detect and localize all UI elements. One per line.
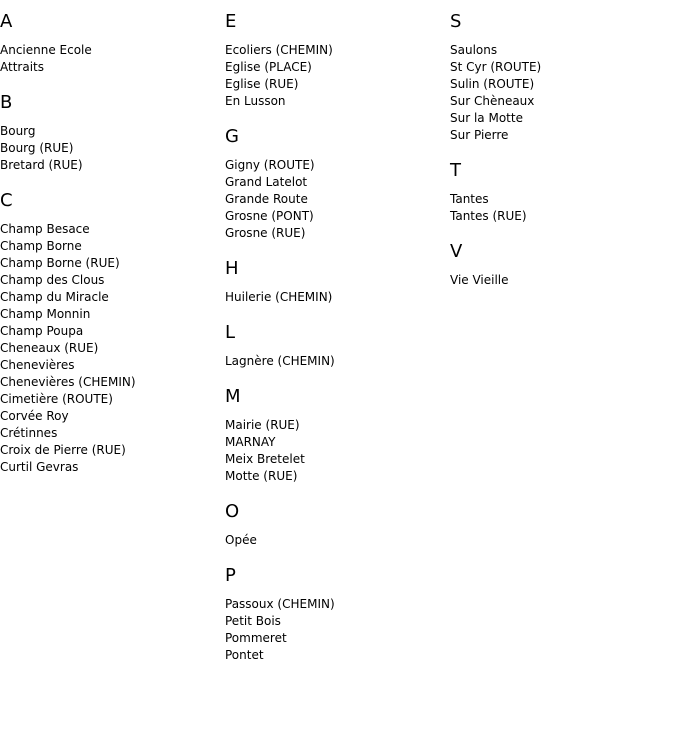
street-link[interactable]: Pontet bbox=[225, 648, 264, 662]
street-link[interactable]: Cimetière (ROUTE) bbox=[0, 392, 113, 406]
street-list bbox=[225, 417, 450, 485]
letter-section-l bbox=[225, 322, 450, 370]
letter-section-p bbox=[225, 565, 450, 664]
street-link[interactable]: Bourg bbox=[0, 124, 36, 138]
letter-section-v bbox=[450, 241, 675, 289]
letter-section-e bbox=[225, 11, 450, 110]
street-link[interactable]: Vie Vieille bbox=[450, 273, 509, 287]
street-link[interactable]: Sulin (ROUTE) bbox=[450, 77, 535, 91]
street-link[interactable]: Eglise (RUE) bbox=[225, 77, 299, 91]
street-link[interactable]: Champ Poupa bbox=[0, 324, 84, 338]
index-column-3 bbox=[450, 0, 675, 305]
letter-heading: P bbox=[225, 565, 236, 586]
street-link[interactable]: Champ du Miracle bbox=[0, 290, 109, 304]
letter-heading: E bbox=[225, 11, 237, 32]
letter-section-a bbox=[0, 11, 225, 76]
street-link[interactable]: Bourg (RUE) bbox=[0, 141, 74, 155]
letter-heading: V bbox=[450, 241, 463, 262]
street-list bbox=[225, 353, 450, 370]
street-list bbox=[450, 191, 675, 225]
letter-heading: G bbox=[225, 126, 239, 147]
street-list bbox=[0, 221, 225, 476]
street-list bbox=[225, 157, 450, 242]
street-list bbox=[225, 532, 450, 549]
street-list bbox=[450, 272, 675, 289]
street-link[interactable]: Curtil Gevras bbox=[0, 460, 79, 474]
street-link[interactable]: Bretard (RUE) bbox=[0, 158, 83, 172]
letter-heading: M bbox=[225, 386, 241, 407]
street-link[interactable]: Grande Route bbox=[225, 192, 308, 206]
street-list bbox=[0, 42, 225, 76]
street-link[interactable]: Huilerie (CHEMIN) bbox=[225, 290, 333, 304]
street-link[interactable]: Pommeret bbox=[225, 631, 287, 645]
street-link[interactable]: Croix de Pierre (RUE) bbox=[0, 443, 126, 457]
letter-heading: L bbox=[225, 322, 236, 343]
street-list bbox=[225, 42, 450, 110]
street-list bbox=[0, 123, 225, 174]
street-link[interactable]: Champ Monnin bbox=[0, 307, 91, 321]
letter-section-o bbox=[225, 501, 450, 549]
street-link[interactable]: Chenevières (CHEMIN) bbox=[0, 375, 136, 389]
street-link[interactable]: Champ Borne (RUE) bbox=[0, 256, 120, 270]
street-link[interactable]: Ancienne Ecole bbox=[0, 43, 92, 57]
street-link[interactable]: Champ Borne bbox=[0, 239, 82, 253]
street-link[interactable]: Meix Bretelet bbox=[225, 452, 305, 466]
street-link[interactable]: Lagnère (CHEMIN) bbox=[225, 354, 335, 368]
street-link[interactable]: En Lusson bbox=[225, 94, 286, 108]
street-link[interactable]: Opée bbox=[225, 533, 257, 547]
letter-section-m bbox=[225, 386, 450, 485]
street-link[interactable]: Sur la Motte bbox=[450, 111, 523, 125]
street-link[interactable]: MARNAY bbox=[225, 435, 276, 449]
street-link[interactable]: Eglise (PLACE) bbox=[225, 60, 312, 74]
street-link[interactable]: Champ des Clous bbox=[0, 273, 105, 287]
street-list bbox=[450, 42, 675, 144]
street-list bbox=[225, 289, 450, 306]
letter-heading: A bbox=[0, 11, 13, 32]
street-link[interactable]: Grosne (RUE) bbox=[225, 226, 306, 240]
street-link[interactable]: Passoux (CHEMIN) bbox=[225, 597, 335, 611]
letter-section-t bbox=[450, 160, 675, 225]
letter-heading: C bbox=[0, 190, 13, 211]
letter-section-g bbox=[225, 126, 450, 242]
street-link[interactable]: Sur Chèneaux bbox=[450, 94, 535, 108]
street-link[interactable]: Grosne (PONT) bbox=[225, 209, 314, 223]
street-link[interactable]: Attraits bbox=[0, 60, 44, 74]
index-column-1 bbox=[0, 0, 225, 492]
letter-heading: H bbox=[225, 258, 239, 279]
street-link[interactable]: Ecoliers (CHEMIN) bbox=[225, 43, 333, 57]
street-link[interactable]: Motte (RUE) bbox=[225, 469, 298, 483]
index-column-2 bbox=[225, 0, 450, 680]
street-link[interactable]: Saulons bbox=[450, 43, 498, 57]
street-link[interactable]: Crétinnes bbox=[0, 426, 58, 440]
letter-section-s bbox=[450, 11, 675, 144]
street-link[interactable]: Gigny (ROUTE) bbox=[225, 158, 315, 172]
letter-section-b bbox=[0, 92, 225, 174]
street-link[interactable]: Tantes (RUE) bbox=[450, 209, 527, 223]
street-link[interactable]: St Cyr (ROUTE) bbox=[450, 60, 542, 74]
street-link[interactable]: Cheneaux (RUE) bbox=[0, 341, 99, 355]
letter-heading: S bbox=[450, 11, 462, 32]
letter-section-h bbox=[225, 258, 450, 306]
letter-heading: T bbox=[450, 160, 461, 181]
street-link[interactable]: Chenevières bbox=[0, 358, 75, 372]
street-link[interactable]: Corvée Roy bbox=[0, 409, 69, 423]
letter-heading: O bbox=[225, 501, 240, 522]
street-link[interactable]: Sur Pierre bbox=[450, 128, 509, 142]
street-list bbox=[225, 596, 450, 664]
letter-section-c bbox=[0, 190, 225, 476]
letter-heading: B bbox=[0, 92, 13, 113]
street-link[interactable]: Grand Latelot bbox=[225, 175, 308, 189]
street-link[interactable]: Tantes bbox=[450, 192, 489, 206]
street-link[interactable]: Petit Bois bbox=[225, 614, 281, 628]
street-link[interactable]: Champ Besace bbox=[0, 222, 90, 236]
street-link[interactable]: Mairie (RUE) bbox=[225, 418, 300, 432]
